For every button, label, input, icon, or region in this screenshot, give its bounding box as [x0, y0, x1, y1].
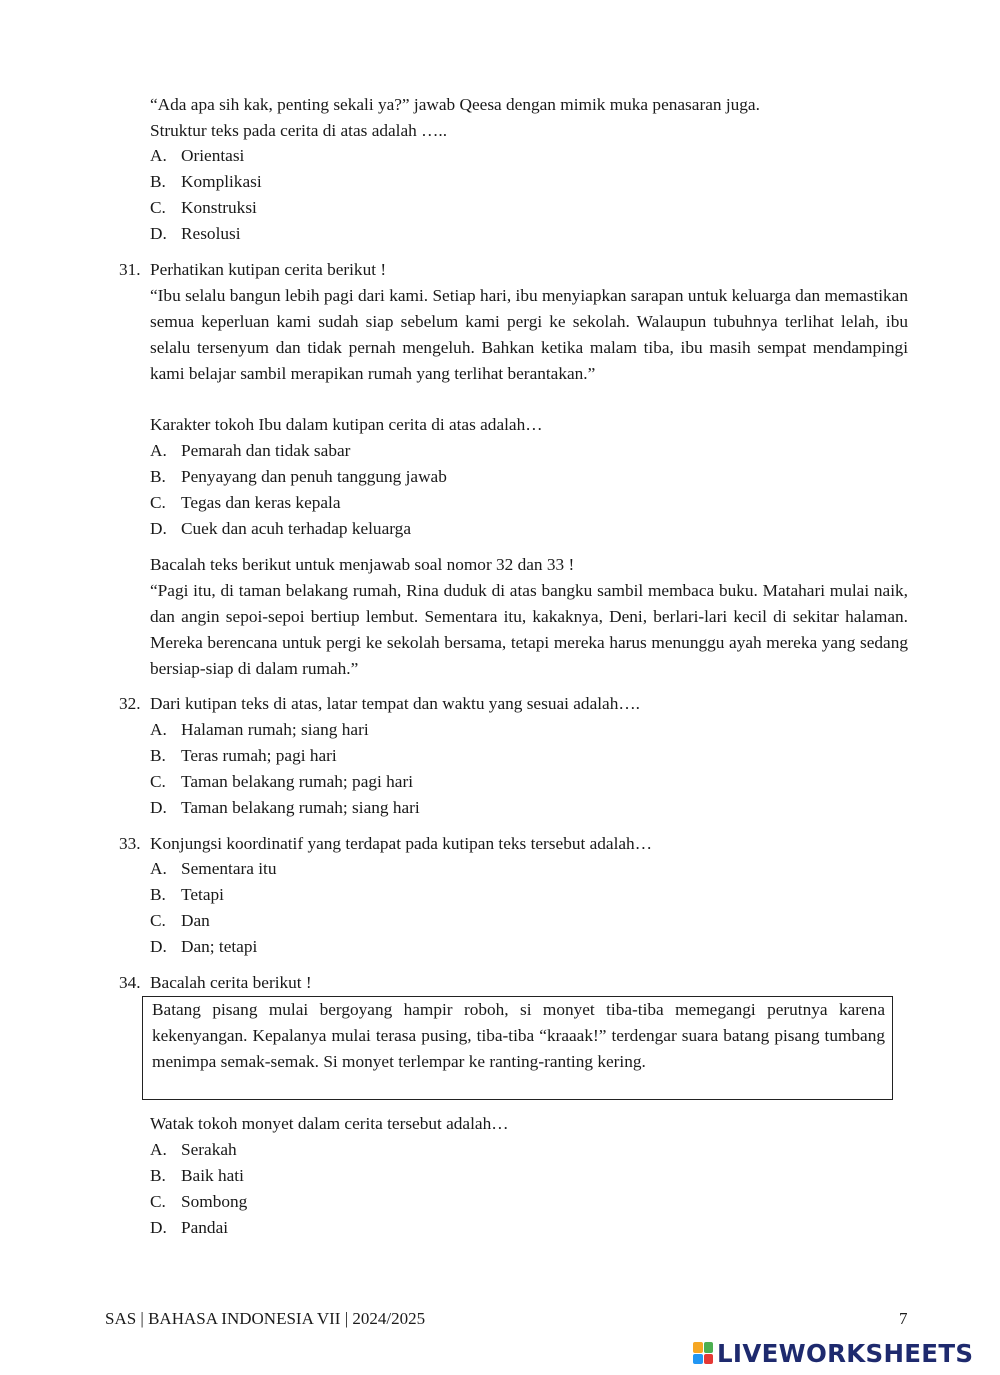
option-text: Konstruksi — [181, 198, 257, 217]
option-letter: A. — [150, 720, 167, 739]
option-a[interactable] — [150, 143, 244, 169]
option-text: Sementara itu — [181, 859, 277, 878]
option-text: Penyayang dan penuh tanggung jawab — [181, 467, 447, 486]
option-b[interactable] — [150, 169, 262, 195]
option-letter: D. — [150, 798, 167, 817]
logo-square — [704, 1342, 714, 1353]
option-letter: D. — [150, 937, 167, 956]
option-a[interactable] — [150, 1137, 237, 1163]
option-letter: C. — [150, 493, 166, 512]
option-letter: D. — [150, 519, 167, 538]
option-letter: C. — [150, 198, 166, 217]
question-32-question — [119, 691, 640, 717]
reading-passage: “Pagi itu, di taman belakang rumah, Rina duduk di atas bangku sambil membaca buku. Matahari mulai naik, dan angin sepoi-sepoi bertiup lembut. Sementara itu, kakaknya, Deni, berlari-lari kecil di sekitar halaman. Mereka berencana untuk pergi ke sekolah bersama, tetapi mereka harus menunggu ayah mereka yang sedang bersiap-siap di dalam rumah.” — [150, 581, 908, 678]
option-b[interactable] — [150, 1163, 244, 1189]
prompt-text: Bacalah cerita berikut ! — [150, 973, 312, 992]
option-text: Halaman rumah; siang hari — [181, 720, 369, 739]
option-text: Teras rumah; pagi hari — [181, 746, 337, 765]
option-a[interactable] — [150, 856, 277, 882]
option-text: Baik hati — [181, 1166, 244, 1185]
option-d[interactable] — [150, 1215, 228, 1241]
option-b[interactable] — [150, 882, 224, 908]
reading-instruction: Bacalah teks berikut untuk menjawab soal nomor 32 dan 33 ! — [150, 555, 575, 574]
question-number: 31. — [119, 260, 141, 279]
option-c[interactable] — [150, 490, 341, 516]
question-text: Struktur teks pada cerita di atas adalah ….. — [150, 121, 448, 140]
option-c[interactable] — [150, 195, 257, 221]
option-text: Pandai — [181, 1218, 229, 1237]
option-text: Serakah — [181, 1140, 237, 1159]
question-text: Dari kutipan teks di atas, latar tempat dan waktu yang sesuai adalah…. — [150, 694, 640, 713]
option-letter: B. — [150, 885, 166, 904]
option-a[interactable] — [150, 717, 369, 743]
option-text: Komplikasi — [181, 172, 262, 191]
question-number: 34. — [119, 973, 141, 992]
question-number: 33. — [119, 834, 141, 853]
option-c[interactable] — [150, 908, 210, 934]
option-text: Orientasi — [181, 146, 245, 165]
option-letter: C. — [150, 911, 166, 930]
option-d[interactable] — [150, 221, 241, 247]
option-letter: C. — [150, 1192, 166, 1211]
option-letter: D. — [150, 1218, 167, 1237]
option-letter: B. — [150, 172, 166, 191]
option-letter: A. — [150, 441, 167, 460]
logo-grid-icon — [693, 1342, 713, 1364]
option-letter: D. — [150, 224, 167, 243]
logo-text: LIVEWORKSHEETS — [717, 1338, 974, 1368]
option-letter: A. — [150, 859, 167, 878]
option-text: Sombong — [181, 1192, 248, 1211]
logo-square — [693, 1342, 703, 1353]
option-d[interactable] — [150, 516, 411, 542]
logo-square — [704, 1354, 714, 1365]
option-letter: B. — [150, 467, 166, 486]
option-text: Dan; tetapi — [181, 937, 258, 956]
question-31-question: Karakter tokoh Ibu dalam kutipan cerita di atas adalah… — [150, 415, 543, 434]
option-a[interactable] — [150, 438, 350, 464]
option-text: Tegas dan keras kepala — [181, 493, 341, 512]
option-text: Dan — [181, 911, 210, 930]
option-letter: A. — [150, 146, 167, 165]
question-31-passage: “Ibu selalu bangun lebih pagi dari kami. Setiap hari, ibu menyiapkan sarapan untuk keluarga dan memastikan semua keperluan kami sudah siap sebelum kami pergi ke sekolah. Walaupun tubuhnya terlihat lelah, ibu selalu tersenyum dan tidak pernah mengeluh. Bahkan ketika malam tiba, ibu masih sempat mendampingi kami belajar sambil merapikan rumah yang terlihat berantakan.” — [150, 286, 908, 383]
option-d[interactable] — [150, 795, 420, 821]
question-number: 32. — [119, 694, 141, 713]
liveworksheets-logo[interactable] — [693, 1338, 973, 1368]
question-34-question: Watak tokoh monyet dalam cerita tersebut adalah… — [150, 1114, 509, 1133]
option-b[interactable] — [150, 743, 337, 769]
question-33-question — [119, 831, 652, 857]
option-text: Cuek dan acuh terhadap keluarga — [181, 519, 411, 538]
logo-square — [693, 1354, 703, 1365]
option-text: Pemarah dan tidak sabar — [181, 441, 351, 460]
dialogue-line: “Ada apa sih kak, penting sekali ya?” jawab Qeesa dengan mimik muka penasaran juga. — [150, 95, 760, 114]
question-text: Konjungsi koordinatif yang terdapat pada kutipan teks tersebut adalah… — [150, 834, 652, 853]
option-letter: B. — [150, 746, 166, 765]
option-d[interactable] — [150, 934, 257, 960]
footer-title: SAS | BAHASA INDONESIA VII | 2024/2025 — [105, 1309, 426, 1328]
option-text: Taman belakang rumah; pagi hari — [181, 772, 413, 791]
option-letter: C. — [150, 772, 166, 791]
option-text: Taman belakang rumah; siang hari — [181, 798, 420, 817]
option-c[interactable] — [150, 1189, 247, 1215]
option-text: Tetapi — [181, 885, 224, 904]
page-number: 7 — [899, 1309, 908, 1328]
option-text: Resolusi — [181, 224, 241, 243]
question-34-prompt — [119, 970, 312, 996]
option-letter: A. — [150, 1140, 167, 1159]
question-31-prompt — [119, 257, 386, 283]
option-c[interactable] — [150, 769, 413, 795]
prompt-text: Perhatikan kutipan cerita berikut ! — [150, 260, 387, 279]
question-34-passage: Batang pisang mulai bergoyang hampir roboh, si monyet tiba-tiba memegangi perutnya karena kekenyangan. Kepalanya mulai terasa pusing, tiba-tiba “kraaak!” terdengar suara batang pisang tumbang menimpa semak-semak. Si monyet terlempar ke ranting-ranting kering. — [152, 1000, 885, 1071]
option-letter: B. — [150, 1166, 166, 1185]
option-b[interactable] — [150, 464, 447, 490]
